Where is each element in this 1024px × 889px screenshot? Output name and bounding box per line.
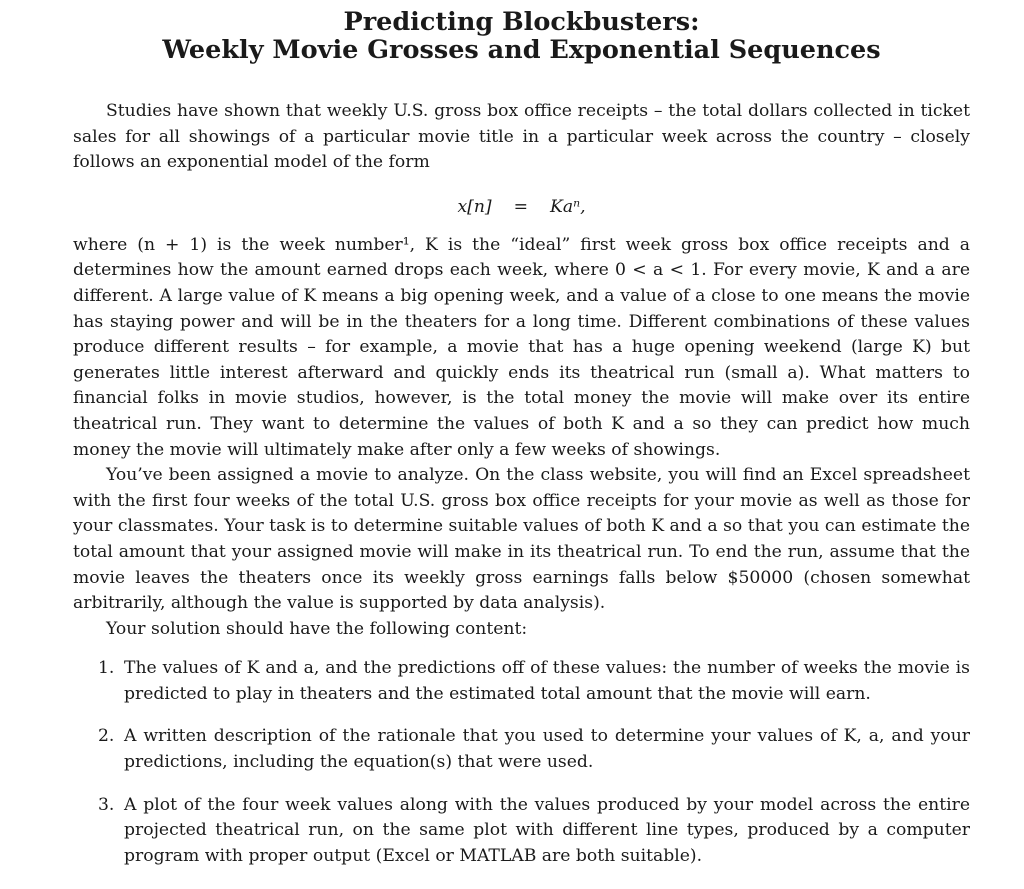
- list-item-number: 2.: [98, 726, 115, 747]
- list-item-number: 1.: [98, 658, 115, 679]
- list-item: [73, 656, 970, 707]
- exponential-model-equation: [73, 181, 970, 233]
- document-page: [73, 8, 970, 886]
- list-item-text: The values of K and a, and the predictions off of these values: the number of weeks the movie is predicted to play in theaters and the estimated total amount that the movie will earn.: [124, 658, 970, 704]
- title-line-2: Weekly Movie Grosses and Exponential Sequences: [162, 35, 881, 65]
- list-item: [73, 724, 970, 775]
- assignment-paragraph: You’ve been assigned a movie to analyze. On the class website, you will find an Excel spreadsheet with the first four weeks of the total U.S. gross box office receipts for your movie as well as those for your classmates. Your task is to determine suitable values of both K and a so that you can estimate the total amount that your assigned movie will make in its theatrical run. To end the run, assume that the movie leaves the theaters once its weekly gross earnings falls below $50000 (chosen somewhat arbitrarily, although the value is supported by data analysis).: [73, 465, 970, 614]
- title-line-1: Predicting Blockbusters:: [343, 7, 700, 37]
- equation-rhs: Kaⁿ,: [550, 196, 586, 217]
- requirements-list: [73, 656, 970, 869]
- equation-equals: =: [513, 196, 529, 217]
- list-item-number: 3.: [98, 794, 115, 815]
- equation-lhs: x[n]: [457, 196, 492, 217]
- list-item-text: A plot of the four week values along with the values produced by your model across the entire projected theatrical run, on the same plot with different line types, produced by a computer program with proper output (Excel or MATLAB are both suitable).: [124, 794, 970, 866]
- list-item-text: A written description of the rationale that you used to determine your values of K, a, and your predictions, including the equation(s) that were used.: [124, 726, 970, 773]
- document-title: [73, 8, 970, 64]
- solution-content-intro: Your solution should have the following content:: [106, 618, 528, 639]
- intro-paragraph: Studies have shown that weekly U.S. gross box office receipts – the total dollars collected in ticket sales for all showings of a particular movie title in a particular week across the country – closely follows an exponential model of the form: [73, 101, 970, 173]
- list-item: [73, 793, 970, 870]
- model-explanation-paragraph: where (n + 1) is the week number¹, K is the “ideal” first week gross box office receipts and a determines how the amount earned drops each week, where 0 < a < 1. For every movie, K and a are different. A large value of K means a big opening week, and a value of a close to one means the movie has staying power and will be in the theaters for a long time. Different combinations of these values produce different results – for example, a movie that has a huge opening weekend (large K) but generates little interest afterward and quickly ends its theatrical run (small a). What matters to financial folks in movie studios, however, is the total money the movie will make over its entire theatrical run. They want to determine the values of both K and a so they can predict how much money the movie will ultimately make after only a few weeks of showings.: [73, 234, 970, 460]
